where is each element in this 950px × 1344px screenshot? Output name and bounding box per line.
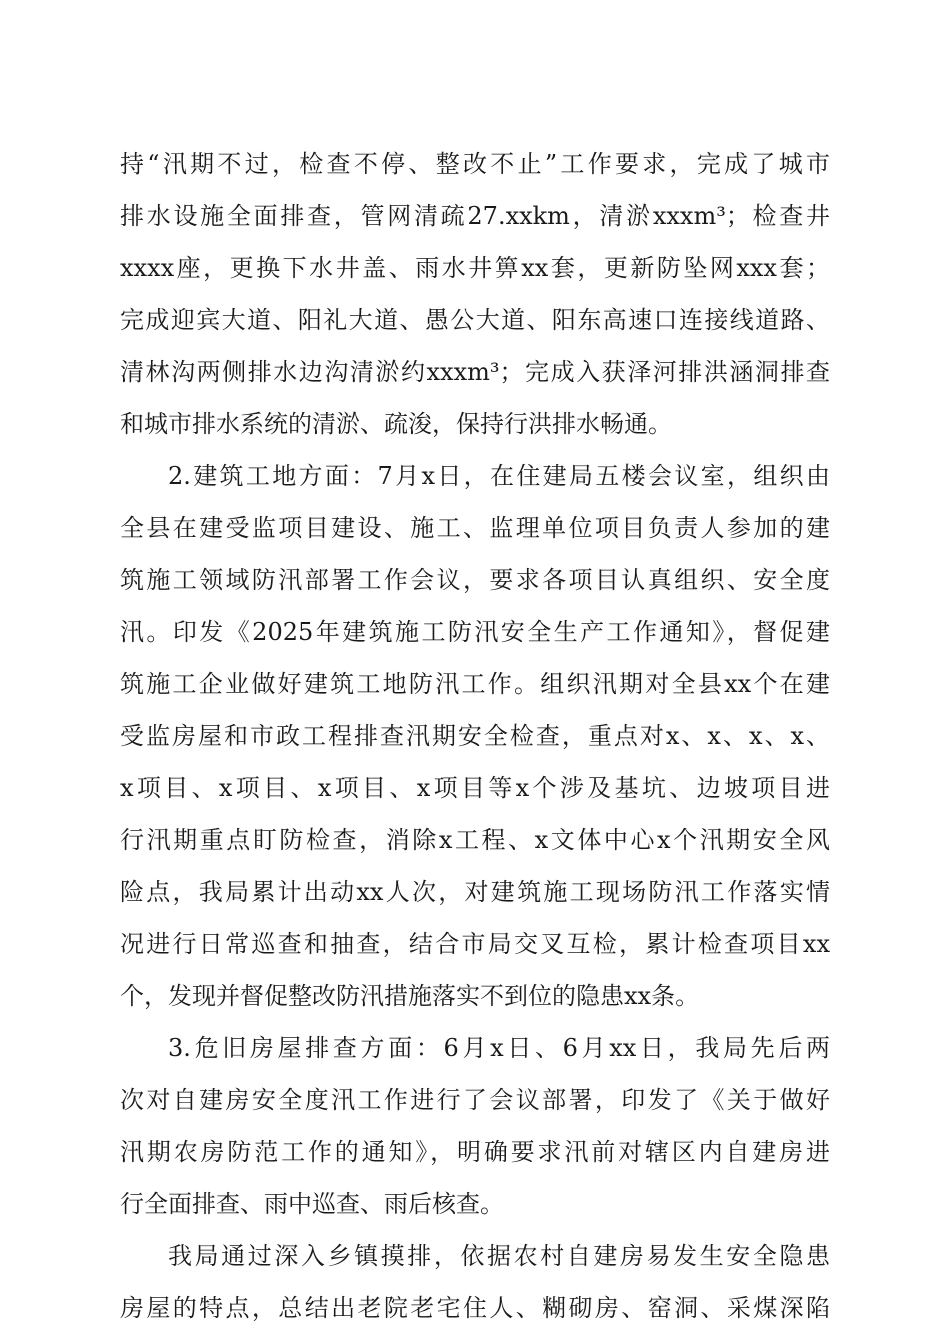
text-line: x项目、x项目、x项目、x项目等x个涉及基坑、边坡项目进	[120, 774, 830, 802]
text-line: 3.危旧房屋排查方面：6月x日、6月xx日，我局先后两	[168, 1034, 830, 1062]
text-line: 次对自建房安全度汛工作进行了会议部署，印发了《关于做好	[120, 1086, 830, 1114]
text-line: 行汛期重点盯防检查，消除x工程、x文体中心x个汛期安全风	[120, 826, 830, 854]
text-line: 受监房屋和市政工程排查汛期安全检查，重点对x、x、x、x、	[120, 722, 830, 750]
text-line: 况进行日常巡查和抽查，结合市局交叉互检，累计检查项目xx	[120, 930, 830, 958]
text-line: 2.建筑工地方面：7月x日，在住建局五楼会议室，组织由	[168, 462, 830, 490]
text-line: xxxx座，更换下水井盖、雨水井箅xx套，更新防坠网xxx套；	[120, 254, 830, 282]
text-line: 汛。印发《2025年建筑施工防汛安全生产工作通知》，督促建	[120, 618, 830, 646]
text-line: 汛期农房防范工作的通知》，明确要求汛前对辖区内自建房进	[120, 1138, 830, 1166]
paragraph-old-houses	[120, 1022, 830, 1230]
text-line: 险点，我局累计出动xx人次，对建筑施工现场防汛工作落实情	[120, 878, 830, 906]
text-line: 清林沟两侧排水边沟清淤约xxxm³；完成入获泽河排洪涵洞排查	[120, 358, 830, 386]
text-line: 房屋的特点，总结出老院老宅住人、糊砌房、窑洞、采煤深陷	[120, 1294, 830, 1322]
document-body	[120, 138, 830, 1334]
text-line: 和城市排水系统的清淤、疏浚，保持行洪排水畅通。	[120, 410, 672, 438]
text-line: 排水设施全面排查，管网清疏27.xxkm，清淤xxxm³；检查井	[120, 202, 830, 230]
text-line: 个，发现并督促整改防汛措施落实不到位的隐患xx条。	[120, 982, 700, 1010]
text-line: 筑施工领域防汛部署工作会议，要求各项目认真组织、安全度	[120, 566, 830, 594]
text-line: 行全面排查、雨中巡查、雨后核查。	[120, 1190, 504, 1218]
text-line: 我局通过深入乡镇摸排，依据农村自建房易发生安全隐患	[168, 1242, 830, 1270]
text-line: 全县在建受监项目建设、施工、监理单位项目负责人参加的建	[120, 514, 830, 542]
paragraph-construction-sites	[120, 450, 830, 1022]
text-line: 持“汛期不过，检查不停、整改不止”工作要求，完成了城市	[120, 150, 830, 178]
paragraph-drainage-continued	[120, 138, 830, 450]
paragraph-township-survey	[120, 1230, 830, 1334]
text-line: 完成迎宾大道、阳礼大道、愚公大道、阳东高速口连接线道路、	[120, 306, 830, 334]
text-line: 筑施工企业做好建筑工地防汛工作。组织汛期对全县xx个在建	[120, 670, 830, 698]
